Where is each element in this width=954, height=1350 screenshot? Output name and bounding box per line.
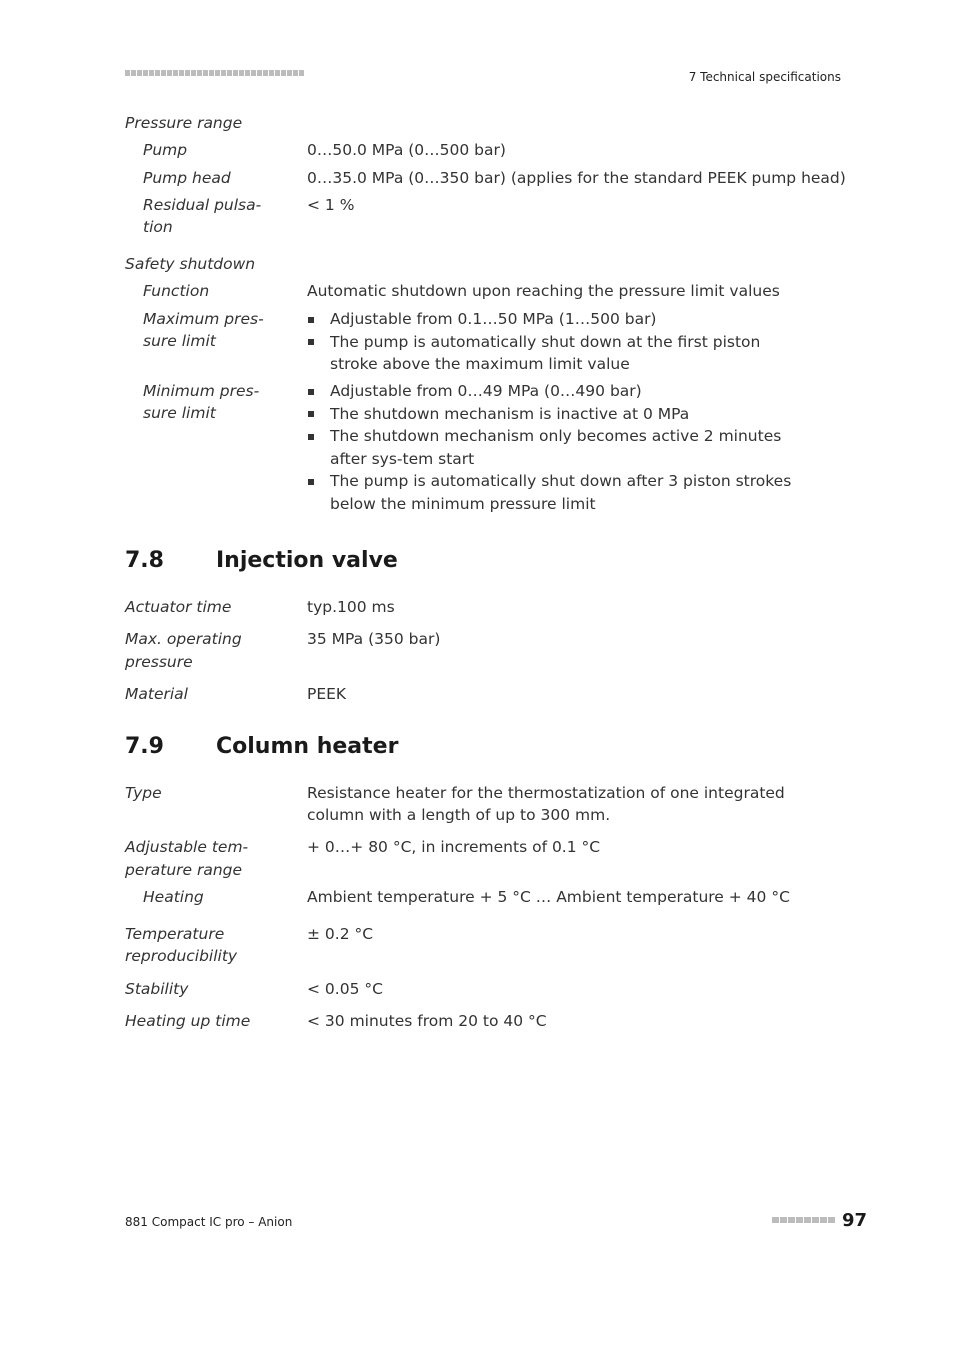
list-item: The shutdown mechanism only becomes active 2 minutes after sys-tem start bbox=[307, 425, 817, 470]
temperature-range-label-line1: Adjustable tem- bbox=[125, 838, 249, 856]
material-value: PEEK bbox=[307, 685, 347, 703]
max-pressure-limit-label-line1: Maximum pres- bbox=[143, 310, 264, 328]
pump-value: 0…50.0 MPa (0…500 bar) bbox=[307, 141, 506, 159]
pump-head-value: 0…35.0 MPa (0…350 bar) (applies for the standard PEEK pump head) bbox=[307, 169, 846, 187]
max-pressure-limit-label-line2: sure limit bbox=[143, 332, 216, 350]
reproducibility-value: ± 0.2 °C bbox=[307, 925, 374, 943]
heating-value: Ambient temperature + 5 °C … Ambient temperature + 40 °C bbox=[307, 888, 790, 906]
running-header-section: 7 Technical specifications bbox=[688, 70, 841, 84]
max-operating-pressure-label-line1: Max. operating bbox=[125, 630, 242, 648]
max-operating-pressure-label-line2: pressure bbox=[125, 653, 193, 671]
reproducibility-label-line2: reproducibility bbox=[125, 947, 238, 965]
residual-pulsation-value: < 1 % bbox=[307, 196, 355, 214]
section-number-7-8: 7.8 bbox=[125, 548, 164, 573]
actuator-time-label: Actuator time bbox=[125, 598, 232, 616]
function-label: Function bbox=[143, 282, 210, 300]
function-value: Automatic shutdown upon reaching the pressure limit values bbox=[307, 282, 780, 300]
page-number: 97 bbox=[842, 1210, 868, 1231]
material-label: Material bbox=[125, 685, 188, 703]
heating-up-time-label: Heating up time bbox=[125, 1012, 251, 1030]
residual-pulsation-label-line2: tion bbox=[143, 218, 173, 236]
list-item: The pump is automatically shut down after 3 piston strokes below the minimum pressure limit bbox=[307, 470, 817, 515]
list-item: Adjustable from 0.1…50 MPa (1…500 bar) bbox=[307, 308, 807, 331]
residual-pulsation-label-line1: Residual pulsa- bbox=[143, 196, 262, 214]
max-operating-pressure-value: 35 MPa (350 bar) bbox=[307, 630, 441, 648]
min-pressure-limit-list bbox=[307, 380, 817, 515]
max-pressure-limit-list bbox=[307, 308, 807, 376]
heating-up-time-value: < 30 minutes from 20 to 40 °C bbox=[307, 1012, 547, 1030]
stability-value: < 0.05 °C bbox=[307, 980, 383, 998]
pressure-range-heading: Pressure range bbox=[125, 114, 243, 132]
temperature-range-value: + 0…+ 80 °C, in increments of 0.1 °C bbox=[307, 838, 601, 856]
list-item: Adjustable from 0…49 MPa (0…490 bar) bbox=[307, 380, 817, 403]
footer-document-title: 881 Compact IC pro – Anion bbox=[125, 1215, 293, 1229]
safety-shutdown-heading: Safety shutdown bbox=[125, 255, 256, 273]
min-pressure-limit-label-line2: sure limit bbox=[143, 404, 216, 422]
pump-head-label: Pump head bbox=[143, 169, 231, 187]
stability-label: Stability bbox=[125, 980, 189, 998]
type-label: Type bbox=[125, 784, 162, 802]
section-title-column-heater: Column heater bbox=[216, 734, 399, 759]
actuator-time-value: typ.100 ms bbox=[307, 598, 395, 616]
list-item: The pump is automatically shut down at the first piston stroke above the maximum limit value bbox=[307, 331, 807, 376]
reproducibility-label-line1: Temperature bbox=[125, 925, 225, 943]
pump-label: Pump bbox=[143, 141, 188, 159]
min-pressure-limit-label-line1: Minimum pres- bbox=[143, 382, 260, 400]
footer-decoration bbox=[772, 1217, 836, 1227]
heating-label: Heating bbox=[143, 888, 204, 906]
temperature-range-label-line2: perature range bbox=[125, 861, 243, 879]
section-title-injection-valve: Injection valve bbox=[216, 548, 398, 573]
type-value: Resistance heater for the thermostatization of one integrated column with a length of up to 300 mm. bbox=[307, 784, 785, 824]
section-number-7-9: 7.9 bbox=[125, 734, 164, 759]
list-item: The shutdown mechanism is inactive at 0 MPa bbox=[307, 403, 817, 426]
header-decoration bbox=[125, 70, 305, 80]
